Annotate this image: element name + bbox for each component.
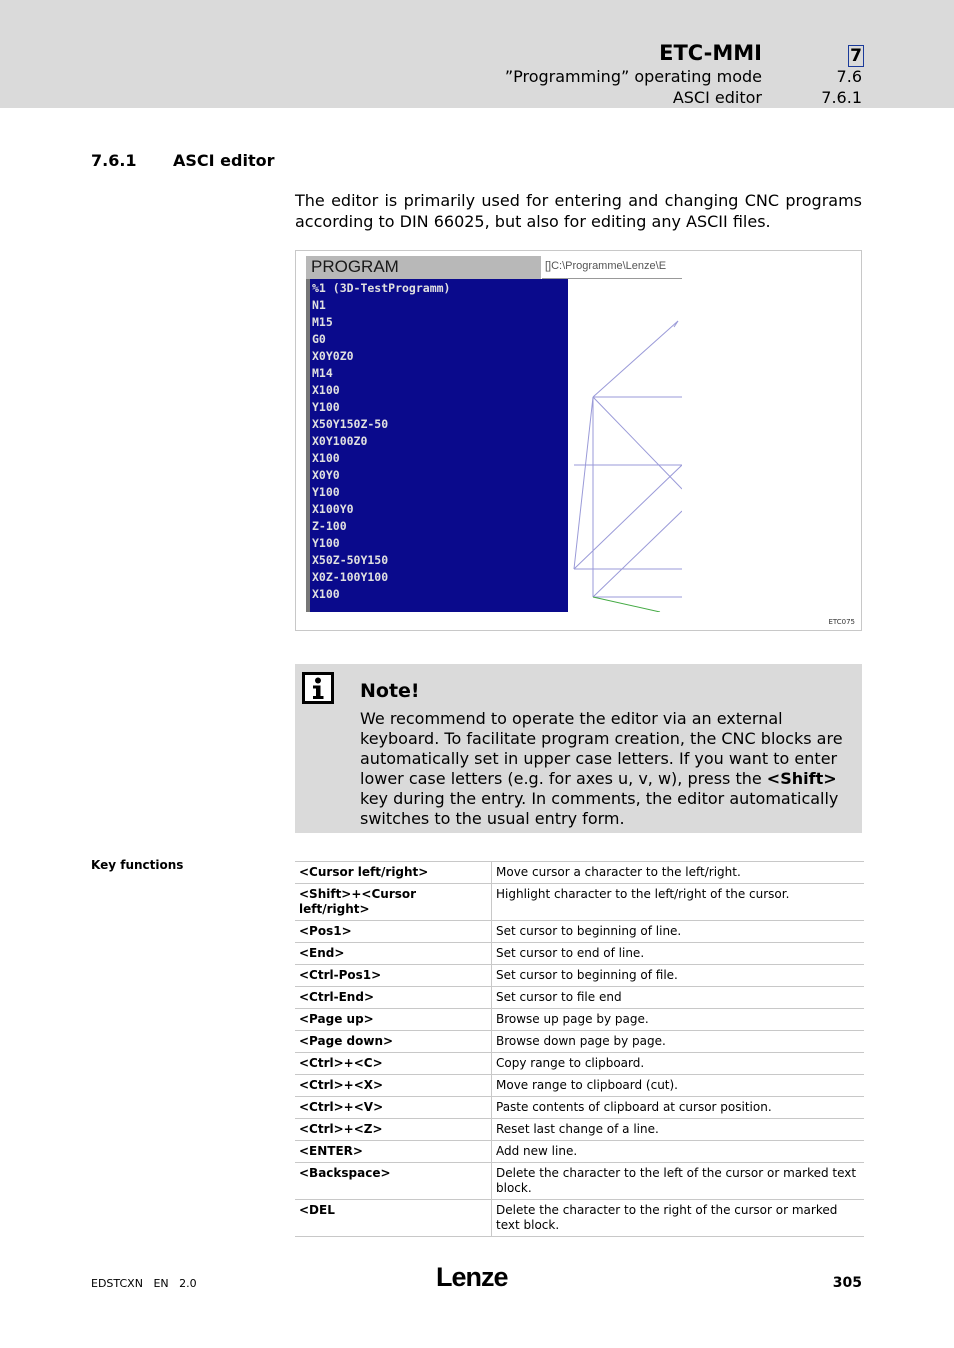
code-line: M15	[312, 315, 333, 329]
code-line: M14	[312, 366, 333, 380]
editor-file-path: []C:\Programme\Lenze\E	[542, 256, 682, 279]
footer-doc-info	[91, 1277, 197, 1290]
key-name: <Pos1>	[295, 921, 492, 943]
code-line: X50Z-50Y150	[312, 553, 389, 567]
toolpath-segment	[574, 465, 682, 569]
toolpath-segment	[593, 511, 682, 597]
key-name: <Backspace>	[295, 1163, 492, 1200]
key-functions-label: Key functions	[91, 858, 184, 872]
table-row	[295, 1009, 864, 1031]
code-line: X100	[312, 587, 340, 601]
key-description: Set cursor to end of line.	[492, 943, 865, 965]
header-subtitle-mode: ”Programming” operating mode	[504, 67, 762, 86]
code-line: X0Y0	[312, 468, 340, 482]
note-body-text-end: key during the entry. In comments, the editor automatically switches to the usual entry form.	[360, 789, 839, 828]
footer-version: 2.0	[179, 1277, 197, 1290]
section-heading-title: ASCI editor	[173, 151, 275, 170]
note-box	[295, 664, 862, 833]
code-line: Y100	[312, 536, 340, 550]
toolpath-plot	[568, 279, 682, 612]
table-row	[295, 1163, 864, 1200]
table-row	[295, 862, 864, 884]
key-description: Copy range to clipboard.	[492, 1053, 865, 1075]
footer-doc-id: EDSTCXN	[91, 1277, 143, 1290]
subsection-number: 7.6.1	[821, 88, 862, 107]
intro-paragraph: The editor is primarily used for entering and changing CNC programs according to DIN 66025, but also for editing any ASCII files.	[295, 191, 862, 231]
code-line: X100	[312, 383, 340, 397]
lenze-logo: Lenze	[436, 1262, 508, 1292]
table-row	[295, 987, 864, 1009]
toolpath-segment	[593, 321, 678, 397]
code-line: %1 (3D-TestProgramm)	[312, 281, 451, 295]
code-line: X0Y0Z0	[312, 349, 354, 363]
editor-screen-title: PROGRAM	[311, 257, 399, 276]
table-row	[295, 1031, 864, 1053]
note-shift-key: <Shift>	[766, 769, 837, 788]
toolpath-segment-green	[593, 597, 660, 612]
key-description: Delete the character to the left of the cursor or marked text block.	[492, 1163, 865, 1200]
key-description: Add new line.	[492, 1141, 865, 1163]
key-description: Reset last change of a line.	[492, 1119, 865, 1141]
key-description: Delete the character to the right of the cursor or marked text block.	[492, 1200, 865, 1237]
table-row	[295, 965, 864, 987]
figure-id: ETC075	[828, 618, 855, 626]
key-name: <ENTER>	[295, 1141, 492, 1163]
key-name: <Ctrl-End>	[295, 987, 492, 1009]
key-name: <Ctrl>+<Z>	[295, 1119, 492, 1141]
page-number: 305	[832, 1275, 862, 1291]
key-description: Browse down page by page.	[492, 1031, 865, 1053]
editor-screen	[306, 256, 682, 612]
header-title: ETC-MMI	[659, 41, 762, 65]
key-description: Highlight character to the left/right of the cursor.	[492, 884, 865, 921]
table-row	[295, 884, 864, 921]
table-row	[295, 1097, 864, 1119]
table-row	[295, 1141, 864, 1163]
key-description: Set cursor to beginning of file.	[492, 965, 865, 987]
key-description: Paste contents of clipboard at cursor position.	[492, 1097, 865, 1119]
toolpath-segment	[574, 397, 593, 569]
note-body	[360, 709, 855, 829]
key-name: <Page up>	[295, 1009, 492, 1031]
key-name: <Cursor left/right>	[295, 862, 492, 884]
key-name: <Ctrl-Pos1>	[295, 965, 492, 987]
key-name: <End>	[295, 943, 492, 965]
code-line: G0	[312, 332, 326, 346]
editor-code-area	[306, 279, 568, 612]
key-functions-table	[295, 861, 864, 1237]
key-description: Move cursor a character to the left/right.	[492, 862, 865, 884]
code-line: Y100	[312, 485, 340, 499]
chapter-number[interactable]: 7	[848, 45, 864, 67]
key-name: <Ctrl>+<X>	[295, 1075, 492, 1097]
table-row	[295, 1053, 864, 1075]
table-row	[295, 1200, 864, 1237]
page-header	[0, 0, 954, 108]
toolpath-segment	[593, 397, 682, 489]
code-line: N1	[312, 298, 326, 312]
editor-title-bar	[306, 256, 541, 279]
table-row	[295, 1119, 864, 1141]
section-number: 7.6	[836, 67, 862, 86]
table-row	[295, 1075, 864, 1097]
note-title: Note!	[360, 680, 420, 702]
key-description: Move range to clipboard (cut).	[492, 1075, 865, 1097]
key-name: <Page down>	[295, 1031, 492, 1053]
section-heading-number: 7.6.1	[91, 151, 137, 170]
code-line: X0Z-100Y100	[312, 570, 389, 584]
code-line: X100	[312, 451, 340, 465]
table-row	[295, 943, 864, 965]
key-description: Set cursor to beginning of line.	[492, 921, 865, 943]
key-name: <Ctrl>+<V>	[295, 1097, 492, 1119]
code-line: Y100	[312, 400, 340, 414]
key-description: Browse up page by page.	[492, 1009, 865, 1031]
footer-lang: EN	[153, 1277, 169, 1290]
code-line: X50Y150Z-50	[312, 417, 389, 431]
key-description: Set cursor to file end	[492, 987, 865, 1009]
code-line: Z-100	[312, 519, 347, 533]
key-name: <Shift>+<Cursor left/right>	[295, 884, 492, 921]
key-name: <Ctrl>+<C>	[295, 1053, 492, 1075]
header-subtitle-editor: ASCI editor	[672, 88, 762, 107]
table-row	[295, 921, 864, 943]
info-icon	[302, 672, 334, 704]
code-line: X100Y0	[312, 502, 354, 516]
key-name: <DEL	[295, 1200, 492, 1237]
editor-screenshot-figure	[295, 250, 862, 631]
note-body-text: We recommend to operate the editor via an external keyboard. To facilitate program creation, the CNC blocks are automatically set in upper case letters. If you want to enter lower case letters (e.g. for axes u, v, w), press the	[360, 709, 843, 788]
code-line: X0Y100Z0	[312, 434, 368, 448]
